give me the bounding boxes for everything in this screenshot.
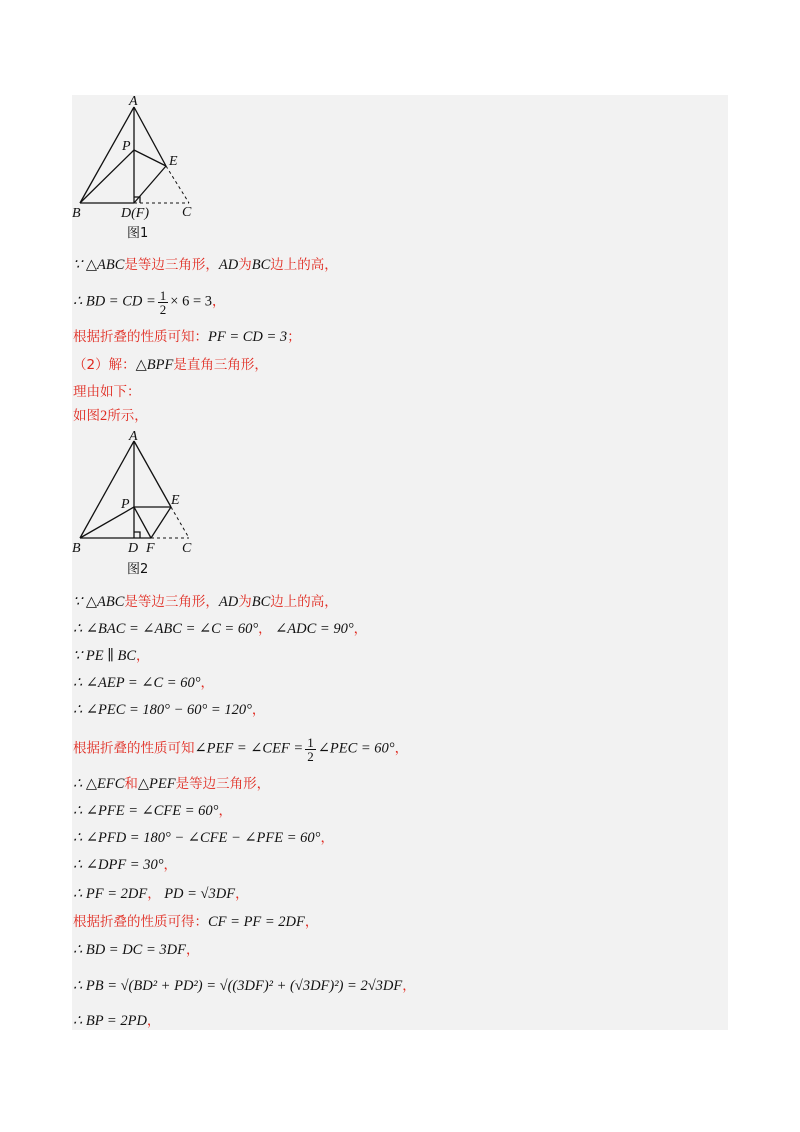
text-line-12: 根据折叠的性质可知∠PEF = ∠CEF = $\frac{1}{2}$ ∠PEC = 60°， <box>73 735 409 764</box>
text-line-1: ∵ △ABC是等边三角形，AD为BC边上的高， <box>73 257 338 273</box>
text-line-8: ∴ ∠BAC = ∠ABC = ∠C = 60°， ∠ADC = 90°， <box>73 621 368 637</box>
fig2-label-a: A <box>129 429 138 444</box>
fig2-label-e: E <box>171 493 180 508</box>
figure-2-diagram <box>65 428 205 578</box>
text-line-11: ∴ ∠PEC = 180° − 60° = 120°， <box>73 702 266 718</box>
fig2-label-c: C <box>182 541 192 556</box>
figure-1-diagram <box>65 92 205 242</box>
text-line-10: ∴ ∠AEP = ∠C = 60°， <box>73 675 214 691</box>
text-line-2: ∴ BD = CD = $\frac{1}{2}$ × 6 = 3， <box>73 288 226 317</box>
fig1-caption: 图1 <box>127 226 149 241</box>
fig1-label-e: E <box>169 154 178 169</box>
text-line-21: ∴ BP = 2PD， <box>73 1013 161 1029</box>
text-line-19: ∴ BD = DC = 3DF， <box>73 942 200 958</box>
text-line-5: 理由如下： <box>73 384 141 400</box>
fig2-caption: 图2 <box>127 562 149 577</box>
fig1-label-b: B <box>72 206 81 221</box>
fig1-label-d: D(F) <box>121 206 149 221</box>
fig2-label-b: B <box>72 541 81 556</box>
fig2-label-d: D <box>128 541 139 556</box>
fig2-label-p: P <box>121 497 130 512</box>
text-line-7: ∵ △ABC是等边三角形，AD为BC边上的高， <box>73 594 338 610</box>
text-line-17: ∴ PF = 2DF， PD = √3DF， <box>73 886 249 902</box>
fig2-label-f: F <box>146 541 155 556</box>
text-line-13: ∴ △EFC和△PEF是等边三角形， <box>73 776 271 792</box>
text-line-3: 根据折叠的性质可知：PF = CD = 3； <box>73 329 301 345</box>
text-line-9: ∵ PE ∥ BC， <box>73 648 150 664</box>
fig1-label-p: P <box>122 139 131 154</box>
text-line-14: ∴ ∠PFE = ∠CFE = 60°， <box>73 803 232 819</box>
fig1-label-a: A <box>129 94 138 109</box>
fig1-label-c: C <box>182 205 192 220</box>
text-line-20: ∴ PB = √(BD² + PD²) = √((3DF)² + (√3DF)²) = 2√3DF， <box>73 978 416 994</box>
text-line-4: （2）解：△BPF是直角三角形， <box>73 357 268 373</box>
text-line-18: 根据折叠的性质可得：CF = PF = 2DF， <box>73 914 319 930</box>
text-line-16: ∴ ∠DPF = 30°， <box>73 857 178 873</box>
text-line-15: ∴ ∠PFD = 180° − ∠CFE − ∠PFE = 60°， <box>73 830 334 846</box>
text-line-6: 如图2所示， <box>73 408 148 424</box>
